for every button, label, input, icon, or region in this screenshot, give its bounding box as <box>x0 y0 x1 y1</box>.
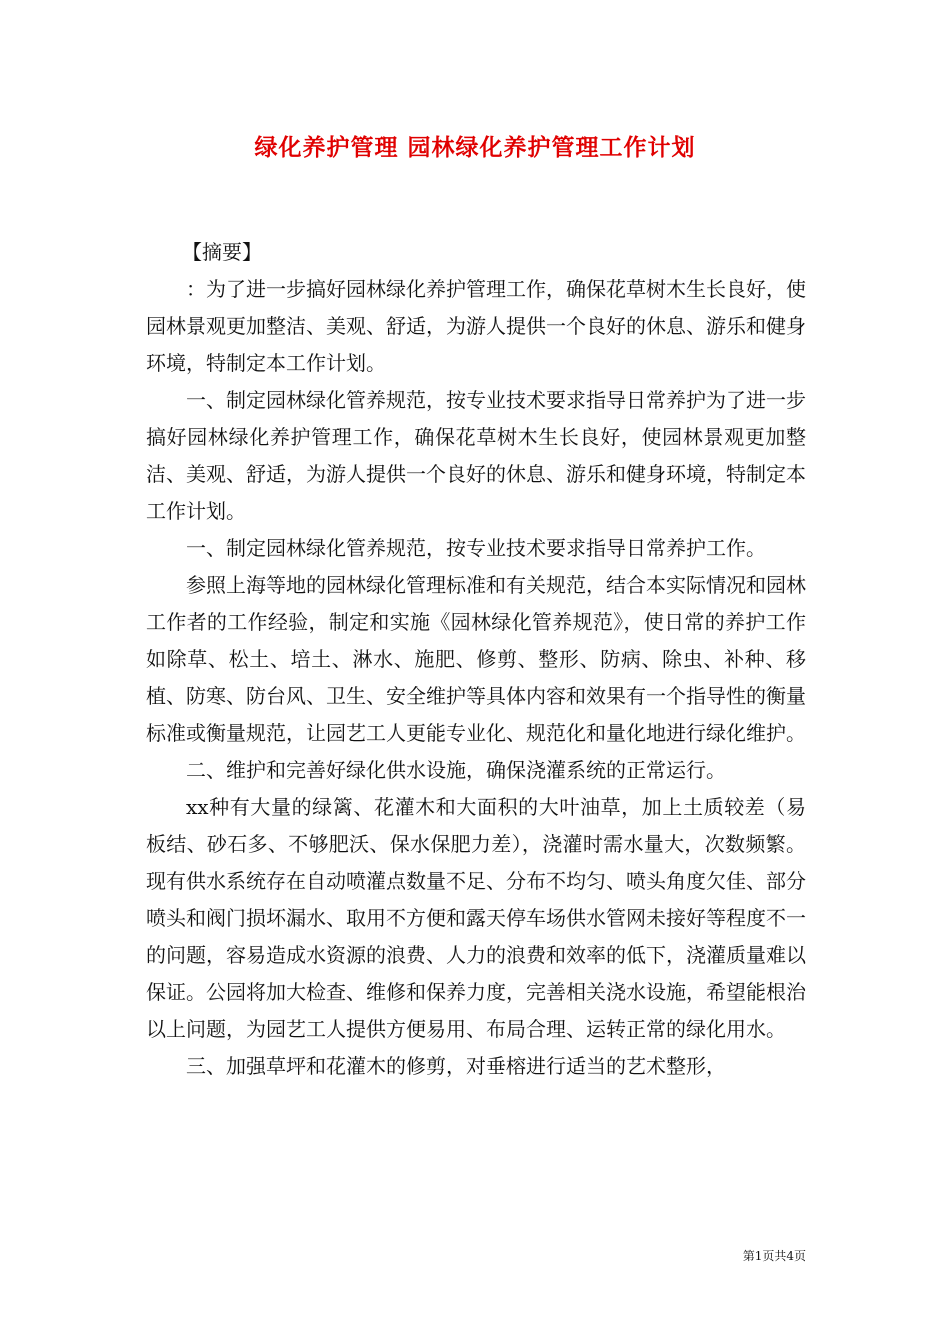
abstract-paragraph: ：为了进一步搞好园林绿化养护管理工作，确保花草树木生长良好，使园林景观更加整洁、美观、舒适，为游人提供一个良好的休息、游乐和健身环境，特制定本工作计划。 <box>146 277 806 375</box>
section-heading-2: 二、维护和完善好绿化供水设施，确保浇灌系统的正常运行。 <box>186 758 726 782</box>
page-number: 第1页共4页 <box>742 1249 806 1263</box>
body-paragraph: 一、制定园林绿化管养规范，按专业技术要求指导日常养护为了进一步搞好园林绿化养护管理工作，确保花草树木生长良好，使园林景观更加整洁、美观、舒适，为游人提供一个良好的休息、游乐和健身环境，特制定本工作计划。 <box>146 388 806 523</box>
document-title: 绿化养护管理 园林绿化养护管理工作计划 <box>254 135 696 161</box>
abstract-heading: 【摘要】 <box>182 240 262 264</box>
body-paragraph: xx种有大量的绿篱、花灌木和大面积的大叶油草，加上土质较差（易板结、砂石多、不够肥沃、保水保肥力差），浇灌时需水量大，次数频繁。现有供水系统存在自动喷灌点数量不足、分布不均匀、喷头角度欠佳、部分喷头和阀门损坏漏水、取用不方便和露天停车场供水管网未接好等程度不一的问题，容易造成水资源的浪费、人力的浪费和效率的低下，浇灌质量难以保证。公园将加大检查、维修和保养力度，完善相关浇水设施，希望能根治以上问题，为园艺工人提供方便易用、布局合理、运转正常的绿化用水。 <box>146 795 806 1041</box>
section-heading-3: 三、加强草坪和花灌木的修剪，对垂榕进行适当的艺术整形， <box>186 1054 726 1078</box>
section-heading-1: 一、制定园林绿化管养规范，按专业技术要求指导日常养护工作。 <box>186 536 766 560</box>
document-body <box>146 234 806 1085</box>
body-paragraph: 参照上海等地的园林绿化管理标准和有关规范，结合本实际情况和园林工作者的工作经验，制定和实施《园林绿化管养规范》，使日常的养护工作如除草、松土、培土、淋水、施肥、修剪、整形、防病、除虫、补种、移植、防寒、防台风、卫生、安全维护等具体内容和效果有一个指导性的衡量标准或衡量规范，让园艺工人更能专业化、规范化和量化地进行绿化维护。 <box>146 573 806 745</box>
